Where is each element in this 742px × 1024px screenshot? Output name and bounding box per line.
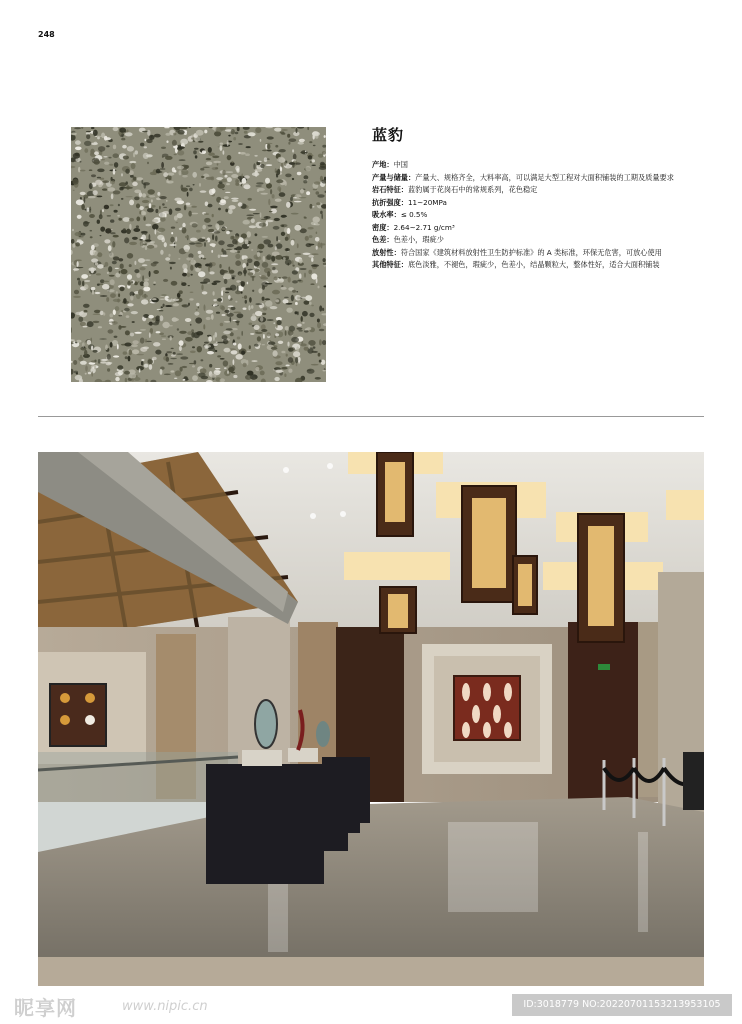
watermark-logo: 昵享网 — [14, 996, 77, 1020]
spec-label: 产地： — [372, 160, 394, 169]
spec-row-water-absorption — [372, 209, 692, 222]
spec-label: 吸水率： — [372, 210, 401, 219]
spec-label: 密度： — [372, 222, 394, 232]
spec-value: 蓝豹属于花岗石中的常规系列，花色稳定 — [407, 185, 538, 194]
spec-list — [372, 159, 692, 272]
spec-label: 抗折强度： — [372, 197, 408, 207]
page-number: 248 — [38, 30, 55, 39]
watermark-id-badge: ID:3018779 NO:20220701153213953105 — [512, 994, 732, 1016]
spec-value: 色差小，瑕疵少 — [393, 235, 444, 244]
spec-label: 放射性： — [372, 247, 401, 257]
section-divider — [38, 416, 704, 417]
spec-row-other-features — [372, 259, 692, 272]
spec-row-origin — [372, 159, 692, 172]
spec-row-density — [372, 222, 692, 235]
spec-label: 岩石特征： — [372, 185, 408, 194]
stone-spec-block — [372, 124, 692, 272]
spec-value: 符合国家《建筑材料放射性卫生防护标准》的 A 类标准，环保无危害，可放心使用 — [400, 247, 662, 257]
spec-row-color-difference — [372, 234, 692, 247]
spec-row-rock-feature — [372, 184, 692, 197]
spec-value: 2.64~2.71 g/cm³ — [393, 222, 455, 232]
spec-value: 产量大、规格齐全，大料率高，可以满足大型工程对大面积铺装的工期及质量要求 — [415, 172, 674, 182]
spec-label: 产量与储量： — [372, 172, 416, 182]
spec-label: 其他特征： — [372, 260, 408, 269]
spec-row-output — [372, 172, 692, 185]
spec-row-radioactivity — [372, 247, 692, 260]
spec-value: ≤ 0.5% — [400, 210, 428, 219]
spec-value: 11~20MPa — [407, 197, 447, 207]
watermark-url: www.nipic.cn — [122, 999, 208, 1014]
spec-value: 底色淡雅，不褪色，瑕疵少，色差小，结晶颗粒大，整体性好，适合大面积铺装 — [407, 260, 660, 269]
stone-name: 蓝豹 — [372, 126, 405, 144]
spec-row-flexural-strength — [372, 197, 692, 210]
spec-label: 色差： — [372, 235, 394, 244]
granite-sample-image — [71, 127, 326, 382]
interior-lobby-photo — [38, 452, 704, 986]
lobby-illustration — [38, 452, 704, 986]
granite-texture — [71, 127, 326, 382]
spec-value: 中国 — [393, 160, 408, 169]
